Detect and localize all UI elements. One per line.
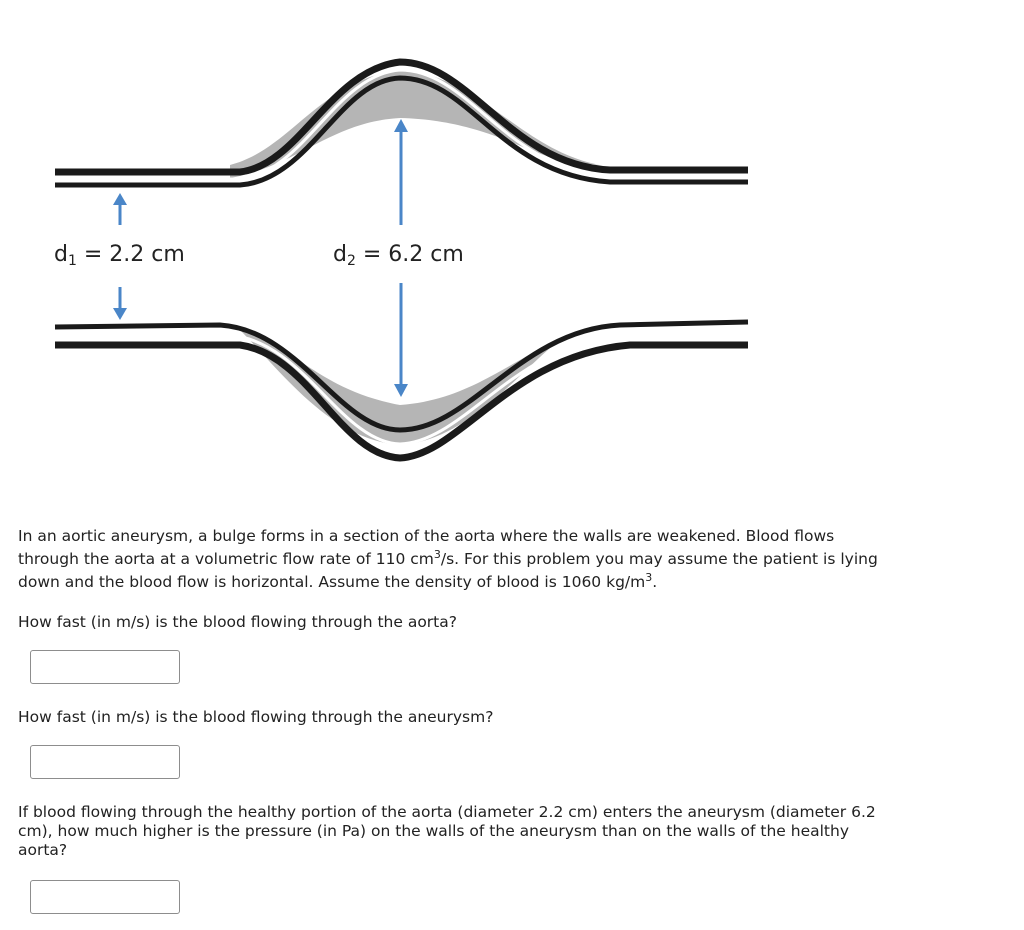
d2-arrow-up [394, 119, 408, 225]
d1-arrow-down [113, 287, 127, 320]
problem-intro: In an aortic aneurysm, a bulge forms in a section of the aorta where the walls are weakened. Blood flows through the aorta at a volumetric flow rate of 110 $cm^3/s$. For this problem you may assume the patient is lying down and the blood flow is horizontal. Assume the density of blood is 1060 $kg/m^3$. [18, 527, 878, 591]
top-plaque [230, 70, 600, 178]
d2-arrow-down [394, 283, 408, 397]
question-1: How fast (in m/s) is the blood flowing through the aorta? [18, 613, 457, 631]
d2-label: $d_2 = 6.2$ cm [333, 242, 464, 269]
answer-input-2[interactable] [30, 745, 180, 779]
d1-label: $d_1 = 2.2$ cm [54, 242, 185, 269]
d1-arrow-up [113, 193, 127, 225]
question-3: If blood flowing through the healthy portion of the aorta (diameter 2.2 cm) enters the aneurysm (diameter 6.2 cm), how much higher is the pressure (in Pa) on the walls of the aneurysm than on the walls of the healthy aorta? [18, 803, 876, 859]
answer-input-1[interactable] [30, 650, 180, 684]
answer-input-3[interactable] [30, 880, 180, 914]
question-2: How fast (in m/s) is the blood flowing through the aneurysm? [18, 708, 494, 726]
